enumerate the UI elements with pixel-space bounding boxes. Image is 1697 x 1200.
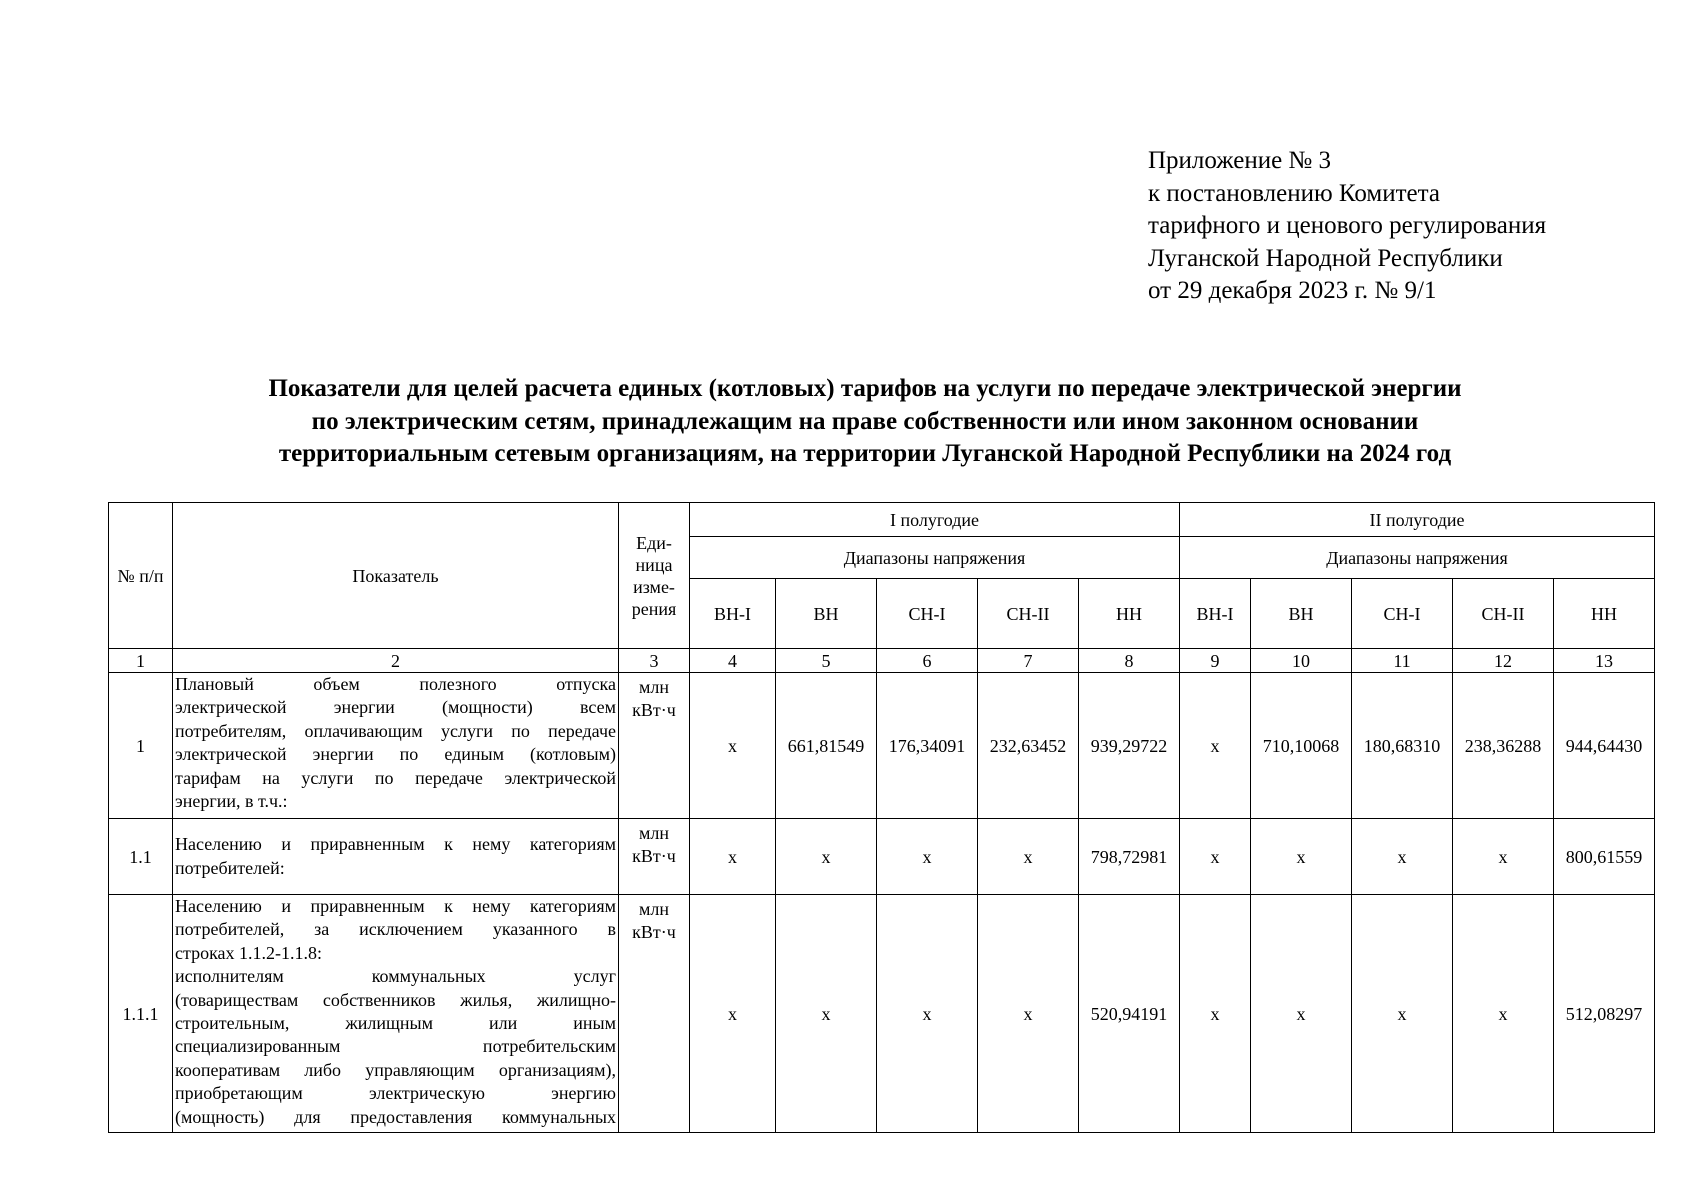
row-value: х bbox=[877, 895, 978, 1133]
column-number: 13 bbox=[1554, 649, 1655, 673]
column-number: 11 bbox=[1352, 649, 1453, 673]
row-value: 939,29722 bbox=[1079, 673, 1180, 819]
row-value: х bbox=[1453, 895, 1554, 1133]
table-row bbox=[109, 819, 1655, 895]
title-line: территориальным сетевым организациям, на территории Луганской Народной Республики на 2024 год bbox=[278, 440, 1452, 467]
row-unit: млн кВт·ч bbox=[619, 895, 690, 1133]
header-voltage: СН-I bbox=[1352, 579, 1453, 649]
row-value: 944,64430 bbox=[1554, 673, 1655, 819]
header-ranges-2: Диапазоны напряжения bbox=[1180, 537, 1655, 579]
row-value: 661,81549 bbox=[776, 673, 877, 819]
header-voltage: ВН bbox=[1251, 579, 1352, 649]
column-number: 4 bbox=[690, 649, 776, 673]
row-unit: млн кВт·ч bbox=[619, 819, 690, 895]
appendix-reference bbox=[1148, 145, 1546, 308]
header-half-1: I полугодие bbox=[690, 503, 1180, 537]
row-indicator: Населению и приравненным к нему категориям потребителей: bbox=[173, 819, 619, 895]
row-value: х bbox=[978, 819, 1079, 895]
row-value: х bbox=[776, 895, 877, 1133]
header-voltage: СН-I bbox=[877, 579, 978, 649]
row-value: х bbox=[1453, 819, 1554, 895]
row-value: х bbox=[1352, 819, 1453, 895]
tariff-table bbox=[108, 502, 1655, 1133]
appendix-line: Приложение № 3 bbox=[1148, 147, 1332, 174]
appendix-line: тарифного и ценового регулирования bbox=[1148, 212, 1547, 239]
column-number: 1 bbox=[109, 649, 173, 673]
title-line: Показатели для целей расчета единых (котловых) тарифов на услуги по передаче электрической энергии bbox=[268, 375, 1462, 402]
header-ranges-1: Диапазоны напряжения bbox=[690, 537, 1180, 579]
title-line: по электрическим сетям, принадлежащим на праве собственности или ином законном основании bbox=[311, 407, 1419, 435]
document-title bbox=[0, 373, 1697, 471]
row-value: х bbox=[1180, 895, 1251, 1133]
column-number: 10 bbox=[1251, 649, 1352, 673]
header-half-2: II полугодие bbox=[1180, 503, 1655, 537]
row-value: 232,63452 bbox=[978, 673, 1079, 819]
appendix-line: от 29 декабря 2023 г. № 9/1 bbox=[1148, 277, 1437, 304]
row-number: 1.1.1 bbox=[109, 895, 173, 1133]
column-number: 5 bbox=[776, 649, 877, 673]
row-value: х bbox=[690, 673, 776, 819]
header-unit: Еди- ница изме- рения bbox=[619, 503, 690, 649]
column-number: 9 bbox=[1180, 649, 1251, 673]
row-value: х bbox=[1352, 895, 1453, 1133]
row-value: х bbox=[776, 819, 877, 895]
column-number-row bbox=[109, 649, 1655, 673]
row-value: х bbox=[1251, 895, 1352, 1133]
row-value: 512,08297 bbox=[1554, 895, 1655, 1133]
header-num: № п/п bbox=[109, 503, 173, 649]
header-voltage: ВН-I bbox=[690, 579, 776, 649]
header-voltage: ВН bbox=[776, 579, 877, 649]
header-voltage: НН bbox=[1554, 579, 1655, 649]
header-voltage: СН-II bbox=[978, 579, 1079, 649]
row-number: 1 bbox=[109, 673, 173, 819]
header-voltage: СН-II bbox=[1453, 579, 1554, 649]
row-value: х bbox=[877, 819, 978, 895]
row-value: х bbox=[1251, 819, 1352, 895]
header-voltage: НН bbox=[1079, 579, 1180, 649]
header-row-halves bbox=[109, 503, 1655, 537]
row-value: х bbox=[1180, 819, 1251, 895]
appendix-line: к постановлению Комитета bbox=[1148, 179, 1440, 207]
column-number: 3 bbox=[619, 649, 690, 673]
row-indicator: Плановый объем полезного отпуска электрической энергии (мощности) всем потребителям, оплачивающим услуги по передаче электрической энергии по единым (котловым) тарифам на услуги по передаче электрической энергии, в т.ч.: bbox=[173, 673, 619, 819]
row-value: 800,61559 bbox=[1554, 819, 1655, 895]
row-number: 1.1 bbox=[109, 819, 173, 895]
row-value: х bbox=[1180, 673, 1251, 819]
column-number: 8 bbox=[1079, 649, 1180, 673]
column-number: 2 bbox=[173, 649, 619, 673]
row-value: х bbox=[690, 895, 776, 1133]
header-voltage: ВН-I bbox=[1180, 579, 1251, 649]
row-value: х bbox=[690, 819, 776, 895]
table-row bbox=[109, 673, 1655, 819]
row-value: 798,72981 bbox=[1079, 819, 1180, 895]
column-number: 7 bbox=[978, 649, 1079, 673]
header-indicator: Показатель bbox=[173, 503, 619, 649]
column-number: 6 bbox=[877, 649, 978, 673]
row-value: 238,36288 bbox=[1453, 673, 1554, 819]
row-value: 710,10068 bbox=[1251, 673, 1352, 819]
row-indicator: Населению и приравненным к нему категориям потребителей, за исключением указанного в строках 1.1.2-1.1.8: исполнителям коммунальных услуг (товариществам собственников жилья, жилищно- строительным, жилищным или иным специализированным потребительским кооперативам либо управляющим организациям), приобретающим электрическую энергию (мощность) для предоставления коммунальных bbox=[173, 895, 619, 1133]
row-value: 180,68310 bbox=[1352, 673, 1453, 819]
appendix-line: Луганской Народной Республики bbox=[1148, 244, 1503, 272]
row-value: 520,94191 bbox=[1079, 895, 1180, 1133]
column-number: 12 bbox=[1453, 649, 1554, 673]
row-value: 176,34091 bbox=[877, 673, 978, 819]
row-unit: млн кВт·ч bbox=[619, 673, 690, 819]
row-value: х bbox=[978, 895, 1079, 1133]
table-row bbox=[109, 895, 1655, 1133]
